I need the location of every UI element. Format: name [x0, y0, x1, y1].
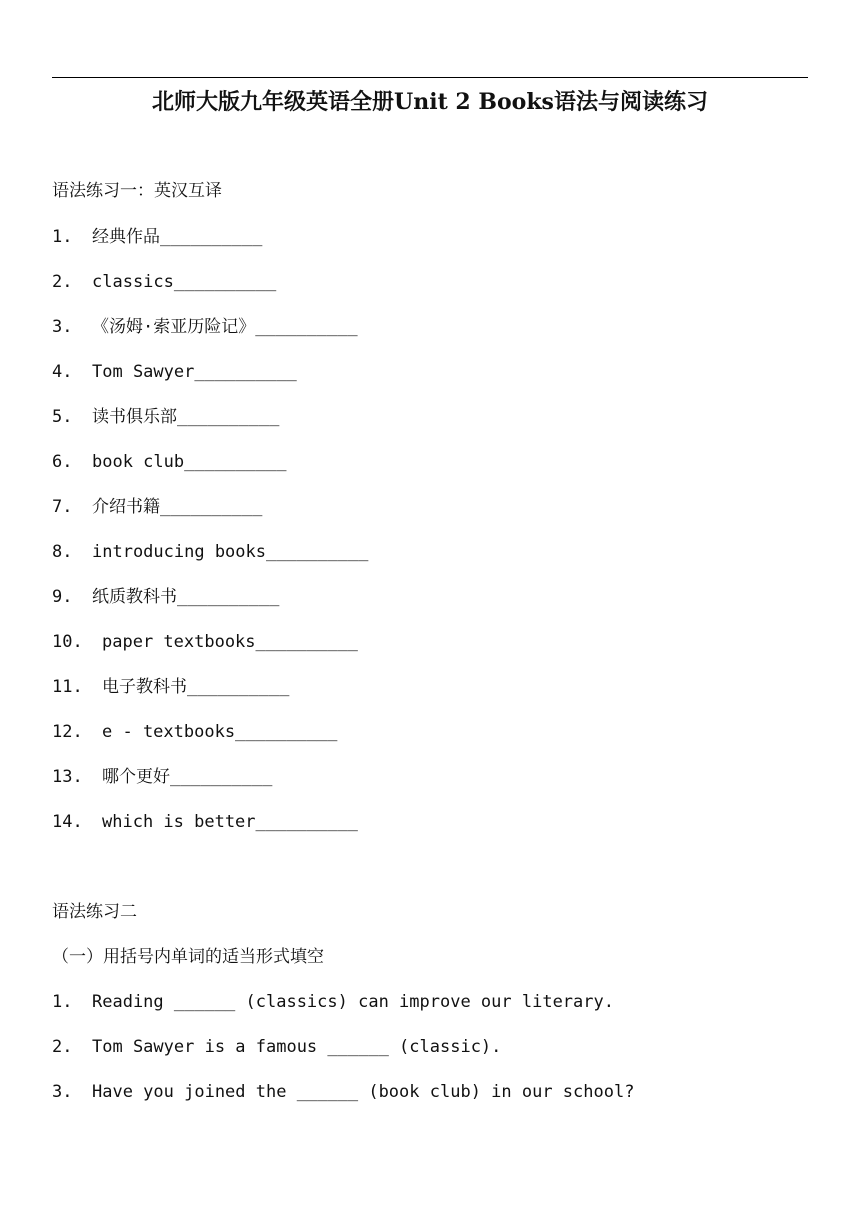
item-number: 2. [52, 272, 73, 292]
item-number: 1. [52, 992, 73, 1012]
item-number: 6. [52, 452, 73, 472]
section1-heading: 语法练习一：英汉互译 [52, 181, 222, 201]
list-item [52, 540, 368, 564]
item-number: 3. [52, 317, 73, 337]
list-item [52, 630, 358, 654]
item-number: 13. [52, 767, 83, 787]
item-text: 经典作品__________ [92, 227, 263, 247]
page-title: 北师大版九年级英语全册Unit 2 Books语法与阅读练习 [152, 89, 708, 115]
item-number: 10. [52, 632, 83, 652]
item-text: 纸质教科书__________ [92, 587, 280, 607]
list-item [52, 225, 262, 249]
list-item [52, 810, 358, 834]
item-text: 电子教科书__________ [102, 677, 290, 697]
list-item [52, 720, 337, 744]
item-number: 5. [52, 407, 73, 427]
item-number: 14. [52, 812, 83, 832]
list-item [52, 1035, 501, 1059]
list-item [52, 765, 272, 789]
list-item [52, 450, 286, 474]
item-number: 2. [52, 1037, 73, 1057]
item-number: 3. [52, 1082, 73, 1102]
item-text: which is better__________ [102, 812, 358, 832]
item-text: book club__________ [92, 452, 287, 472]
item-text: e - textbooks__________ [102, 722, 338, 742]
item-number: 8. [52, 542, 73, 562]
item-number: 12. [52, 722, 83, 742]
item-text: Tom Sawyer__________ [92, 362, 297, 382]
item-text: introducing books__________ [92, 542, 369, 562]
item-text: 哪个更好__________ [102, 767, 273, 787]
list-item [52, 360, 297, 384]
item-number: 4. [52, 362, 73, 382]
list-item [52, 405, 279, 429]
list-item [52, 270, 276, 294]
item-text: Reading ______ (classics) can improve our literary. [92, 992, 614, 1012]
list-item [52, 585, 279, 609]
list-item [52, 495, 262, 519]
list-item [52, 1080, 634, 1104]
item-text: Have you joined the ______ (book club) in our school? [92, 1082, 635, 1102]
item-text: 读书俱乐部__________ [92, 407, 280, 427]
item-number: 1. [52, 227, 73, 247]
list-item [52, 675, 289, 699]
item-number: 9. [52, 587, 73, 607]
item-text: paper textbooks__________ [102, 632, 358, 652]
item-text: classics__________ [92, 272, 277, 292]
list-item [52, 990, 614, 1014]
item-number: 7. [52, 497, 73, 517]
item-text: 介绍书籍__________ [92, 497, 263, 517]
header-rule [52, 77, 808, 78]
item-text: 《汤姆·索亚历险记》__________ [92, 317, 358, 337]
section2-subheading: （一）用括号内单词的适当形式填空 [52, 947, 324, 967]
section2-heading: 语法练习二 [52, 902, 137, 922]
item-number: 11. [52, 677, 83, 697]
list-item [52, 315, 358, 339]
item-text: Tom Sawyer is a famous ______ (classic). [92, 1037, 502, 1057]
